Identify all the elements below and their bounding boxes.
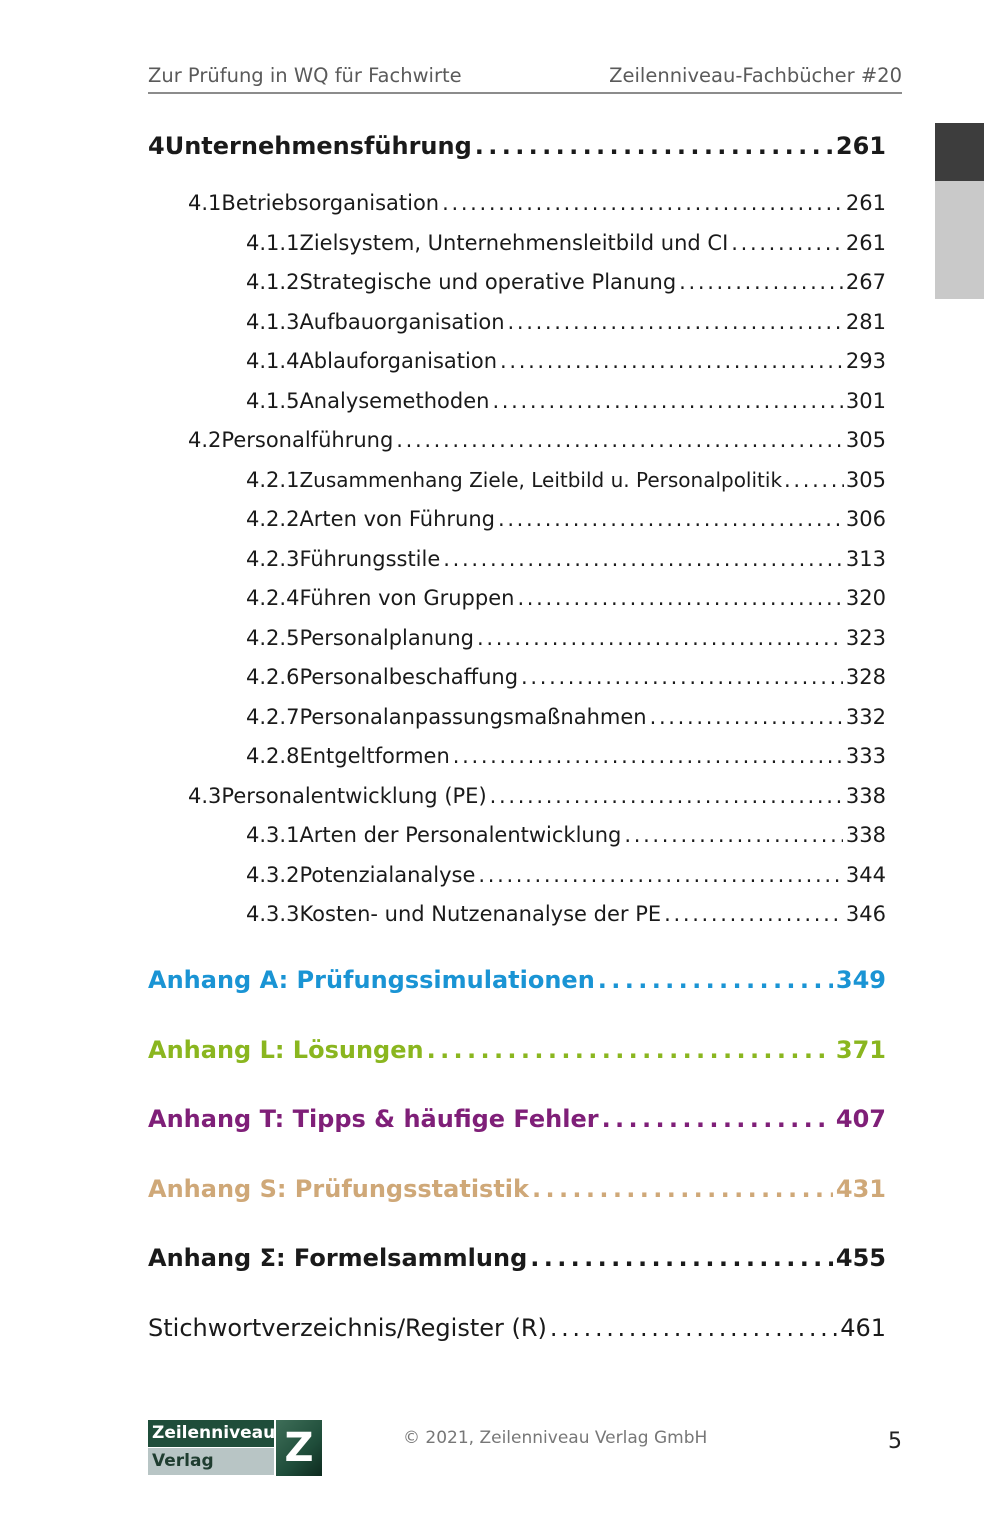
toc-entry-page: 281 xyxy=(845,310,886,334)
toc-entry-page: 301 xyxy=(845,389,886,413)
toc-entry-page: 346 xyxy=(845,902,886,926)
toc-index-title: Stichwortverzeichnis/Register (R) xyxy=(148,1314,547,1342)
toc-entry-page: 261 xyxy=(845,191,886,215)
toc-entry-title: Personalbeschaffung xyxy=(299,665,519,689)
toc-appendix-title: Anhang Σ: Formelsammlung xyxy=(148,1244,528,1272)
toc-appendix-page: 349 xyxy=(835,966,886,994)
logo-z-mark: Z xyxy=(276,1420,322,1476)
toc-dot-leader xyxy=(475,132,833,160)
toc-entry-number: 4.1 xyxy=(188,191,222,215)
toc-entry-page: 344 xyxy=(845,863,886,887)
header-book-title: Zur Prüfung in WQ für Fachwirte xyxy=(148,64,462,87)
thumb-index-tab xyxy=(935,181,984,299)
toc-entry-title: Arten der Personalentwicklung xyxy=(299,823,622,847)
toc-entry-page: 306 xyxy=(845,507,886,531)
toc-dot-leader xyxy=(478,863,843,887)
toc-subsection-entry xyxy=(246,626,886,650)
toc-dot-leader xyxy=(602,1105,833,1133)
toc-entry-title: Strategische und operative Planung xyxy=(299,270,677,294)
toc-entry-page: 332 xyxy=(845,705,886,729)
toc-subsection-entry xyxy=(246,823,886,847)
toc-subsection-entry xyxy=(246,902,886,926)
toc-section-entry xyxy=(188,784,886,808)
toc-dot-leader xyxy=(427,1036,833,1064)
toc-entry-number: 4.2.1 xyxy=(246,468,300,492)
toc-entry-number: 4.3 xyxy=(188,784,222,808)
toc-subsection-entry xyxy=(246,270,886,294)
toc-appendix-a xyxy=(148,966,886,994)
toc-entry-title: Personalführung xyxy=(221,428,394,452)
toc-entry-number: 4.2.5 xyxy=(246,626,300,650)
toc-entry-page: 328 xyxy=(845,665,886,689)
toc-dot-leader xyxy=(396,428,843,452)
toc-entry-title: Entgeltformen xyxy=(299,744,450,768)
toc-dot-leader xyxy=(508,310,843,334)
toc-entry-title: Aufbauorganisation xyxy=(299,310,505,334)
toc-chapter-title: Unternehmensführung xyxy=(164,132,472,160)
toc-subsection-entry xyxy=(246,468,886,492)
toc-subsection-entry xyxy=(246,349,886,373)
toc-entry-number: 4.2.6 xyxy=(246,665,300,689)
toc-dot-leader xyxy=(442,191,843,215)
toc-appendix-t xyxy=(148,1105,886,1133)
toc-entry-title: Personalentwicklung (PE) xyxy=(221,784,487,808)
logo-line-1: Zeilenniveau xyxy=(148,1420,274,1447)
toc-entry-number: 4.1.2 xyxy=(246,270,300,294)
toc-appendix-page: 371 xyxy=(835,1036,886,1064)
toc-dot-leader xyxy=(492,389,842,413)
toc-entry-title: Zielsystem, Unternehmensleitbild und CI xyxy=(299,231,729,255)
toc-entry-page: 338 xyxy=(845,784,886,808)
toc-entry-page: 305 xyxy=(845,428,886,452)
toc-chapter-number: 4 xyxy=(148,132,165,160)
toc-entry-title: Potenzialanalyse xyxy=(299,863,476,887)
toc-subsection-entry xyxy=(246,586,886,610)
toc-dot-leader xyxy=(453,744,843,768)
toc-dot-leader xyxy=(498,507,843,531)
toc-entry-number: 4.2.4 xyxy=(246,586,300,610)
toc-subsection-entry xyxy=(246,705,886,729)
toc-entry-number: 4.2.3 xyxy=(246,547,300,571)
toc-section-entry xyxy=(188,191,886,215)
toc-entry-title: Arten von Führung xyxy=(299,507,495,531)
toc-subsection-entry xyxy=(246,547,886,571)
thumb-index-tab-active xyxy=(935,123,984,181)
toc-entry-page: 320 xyxy=(845,586,886,610)
toc-entry-title: Führen von Gruppen xyxy=(299,586,515,610)
running-header xyxy=(148,60,902,94)
toc-dot-leader xyxy=(624,823,843,847)
toc-appendix-s xyxy=(148,1175,886,1203)
toc-dot-leader xyxy=(443,547,843,571)
toc-dot-leader xyxy=(517,586,842,610)
toc-subsection-entry xyxy=(246,231,886,255)
toc-chapter-entry xyxy=(148,132,886,160)
toc-dot-leader xyxy=(784,468,844,492)
toc-entry-page: 338 xyxy=(845,823,886,847)
toc-subsection-entry xyxy=(246,863,886,887)
toc-entry-number: 4.2.2 xyxy=(246,507,300,531)
page-number: 5 xyxy=(888,1429,902,1454)
toc-appendix-title: Anhang L: Lösungen xyxy=(148,1036,424,1064)
toc-dot-leader xyxy=(521,665,843,689)
toc-entry-number: 4.2 xyxy=(188,428,222,452)
toc-entry-number: 4.2.8 xyxy=(246,744,300,768)
toc-appendix-sigma xyxy=(148,1244,886,1272)
toc-subsection-entry xyxy=(246,389,886,413)
toc-appendix-l xyxy=(148,1036,886,1064)
toc-subsection-entry xyxy=(246,744,886,768)
toc-entry-title: Analysemethoden xyxy=(299,389,490,413)
toc-entry-title: Personalanpassungsmaßnahmen xyxy=(299,705,647,729)
toc-entry-number: 4.1.4 xyxy=(246,349,300,373)
toc-subsection-entry xyxy=(246,310,886,334)
toc-chapter-page: 261 xyxy=(835,132,886,160)
toc-appendix-page: 431 xyxy=(835,1175,886,1203)
toc-entry-title: Zusammenhang Ziele, Leitbild u. Personalpolitik xyxy=(299,468,783,492)
toc-dot-leader xyxy=(530,1244,833,1272)
toc-entry-page: 305 xyxy=(845,468,886,492)
toc-entry-page: 293 xyxy=(845,349,886,373)
header-series-title: Zeilenniveau-Fachbücher #20 xyxy=(609,64,902,87)
toc-appendix-page: 455 xyxy=(835,1244,886,1272)
toc-dot-leader xyxy=(477,626,843,650)
logo-line-2: Verlag xyxy=(148,1448,274,1475)
toc-appendix-title: Anhang T: Tipps & häufige Fehler xyxy=(148,1105,599,1133)
toc-dot-leader xyxy=(490,784,843,808)
toc-entry-title: Kosten- und Nutzenanalyse der PE xyxy=(299,902,662,926)
toc-entry-page: 267 xyxy=(845,270,886,294)
toc-entry-page: 323 xyxy=(845,626,886,650)
publisher-logo xyxy=(148,1420,322,1476)
toc-entry-title: Personalplanung xyxy=(299,626,474,650)
toc-entry-page: 333 xyxy=(845,744,886,768)
toc-dot-leader xyxy=(664,902,843,926)
toc-entry-number: 4.2.7 xyxy=(246,705,300,729)
toc-entry-title: Ablauforganisation xyxy=(299,349,498,373)
toc-appendix-title: Anhang A: Prüfungssimulationen xyxy=(148,966,595,994)
toc-index-page: 461 xyxy=(840,1314,886,1342)
toc-section-entry xyxy=(188,428,886,452)
toc-appendix-title: Anhang S: Prüfungsstatistik xyxy=(148,1175,529,1203)
toc-entry-number: 4.1.1 xyxy=(246,231,300,255)
toc-entry-number: 4.3.2 xyxy=(246,863,300,887)
toc-entry-number: 4.3.3 xyxy=(246,902,300,926)
toc-appendix-page: 407 xyxy=(835,1105,886,1133)
toc-dot-leader xyxy=(598,966,833,994)
toc-entry-page: 313 xyxy=(845,547,886,571)
toc-entry-title: Führungsstile xyxy=(299,547,441,571)
toc-subsection-entry xyxy=(246,507,886,531)
toc-entry-number: 4.1.3 xyxy=(246,310,300,334)
toc-index-entry xyxy=(148,1314,886,1342)
toc-entry-page: 261 xyxy=(845,231,886,255)
toc-entry-title: Betriebsorganisation xyxy=(221,191,440,215)
toc-subsection-entry xyxy=(246,665,886,689)
toc-dot-leader xyxy=(532,1175,833,1203)
toc-dot-leader xyxy=(650,705,843,729)
toc-dot-leader xyxy=(679,270,843,294)
toc-entry-number: 4.3.1 xyxy=(246,823,300,847)
toc-dot-leader xyxy=(731,231,843,255)
copyright-notice: © 2021, Zeilenniveau Verlag GmbH xyxy=(403,1428,708,1448)
toc-dot-leader xyxy=(550,1314,837,1342)
toc-entry-number: 4.1.5 xyxy=(246,389,300,413)
toc-dot-leader xyxy=(500,349,843,373)
